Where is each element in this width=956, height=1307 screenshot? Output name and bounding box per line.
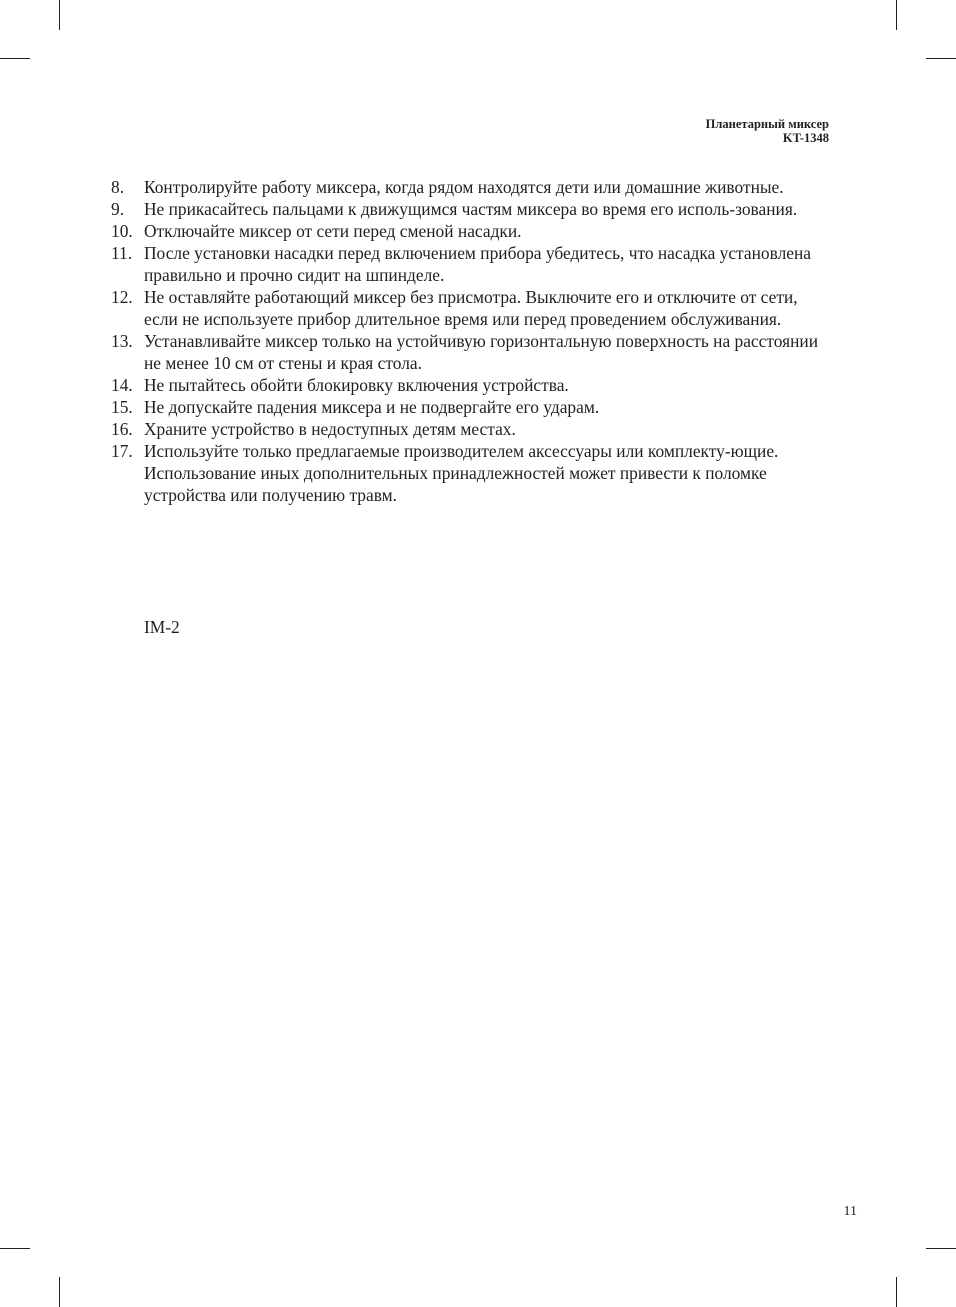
crop-mark-bottom-right [896,1277,897,1307]
item-number: 12. [111,287,133,307]
list-item [111,286,831,330]
header-model: KT-1348 [782,131,829,145]
header-product: Планетарный миксер [705,117,829,131]
crop-mark-bottom-left-h [0,1248,30,1249]
item-number: 10. [111,221,133,241]
item-number: 16. [111,419,133,439]
running-header [706,117,829,145]
item-number: 14. [111,375,133,395]
crop-mark-top-left-h [0,58,30,59]
item-number: 9. [111,199,125,219]
item-text: Не пытайтесь обойти блокировку включения устройства. [144,375,569,395]
item-text: Не допускайте падения миксера и не подвергайте его ударам. [144,397,600,417]
item-number: 15. [111,397,133,417]
list-item [111,176,831,198]
list-item [111,330,831,374]
list-item [111,396,831,418]
safety-instructions-list [111,176,831,506]
crop-mark-top-right-h [926,58,956,59]
list-item [111,242,831,286]
list-item [111,198,831,220]
item-text: Устанавливайте миксер только на устойчивую горизонтальную поверхность на расстоянии не менее 10 см от стены и края стола. [144,331,819,373]
item-text: Храните устройство в недоступных детям местах. [144,419,516,439]
item-number: 11. [111,243,133,263]
crop-mark-top-right [896,0,897,30]
item-text: Не оставляйте работающий миксер без присмотра. Выключите его и отключите от сети, если не используете прибор длительное время или перед проведением обслуживания. [144,287,798,329]
crop-mark-bottom-right-h [926,1248,956,1249]
item-text: Используйте только предлагаемые производителем аксессуары или комплекту-ющие. Использование иных дополнительных принадлежностей может привести к поломке устройства или получению травм. [144,441,779,505]
item-text: Контролируйте работу миксера, когда рядом находятся дети или домашние животные. [144,177,784,197]
crop-mark-bottom-left [59,1277,60,1307]
item-text: После установки насадки перед включением прибора убедитесь, что насадка установлена правильно и прочно сидит на шпинделе. [144,243,811,285]
list-item [111,374,831,396]
item-text: Отключайте миксер от сети перед сменой насадки. [144,221,522,241]
page-number: 11 [843,1204,857,1219]
manual-code: IM-2 [144,617,180,637]
item-text: Не прикасайтесь пальцами к движущимся частям миксера во время его исполь-зования. [144,199,798,219]
item-number: 8. [111,177,125,197]
list-item [111,418,831,440]
crop-mark-top-left [59,0,60,30]
list-item [111,220,831,242]
item-number: 17. [111,441,133,461]
list-item [111,440,831,506]
item-number: 13. [111,331,133,351]
